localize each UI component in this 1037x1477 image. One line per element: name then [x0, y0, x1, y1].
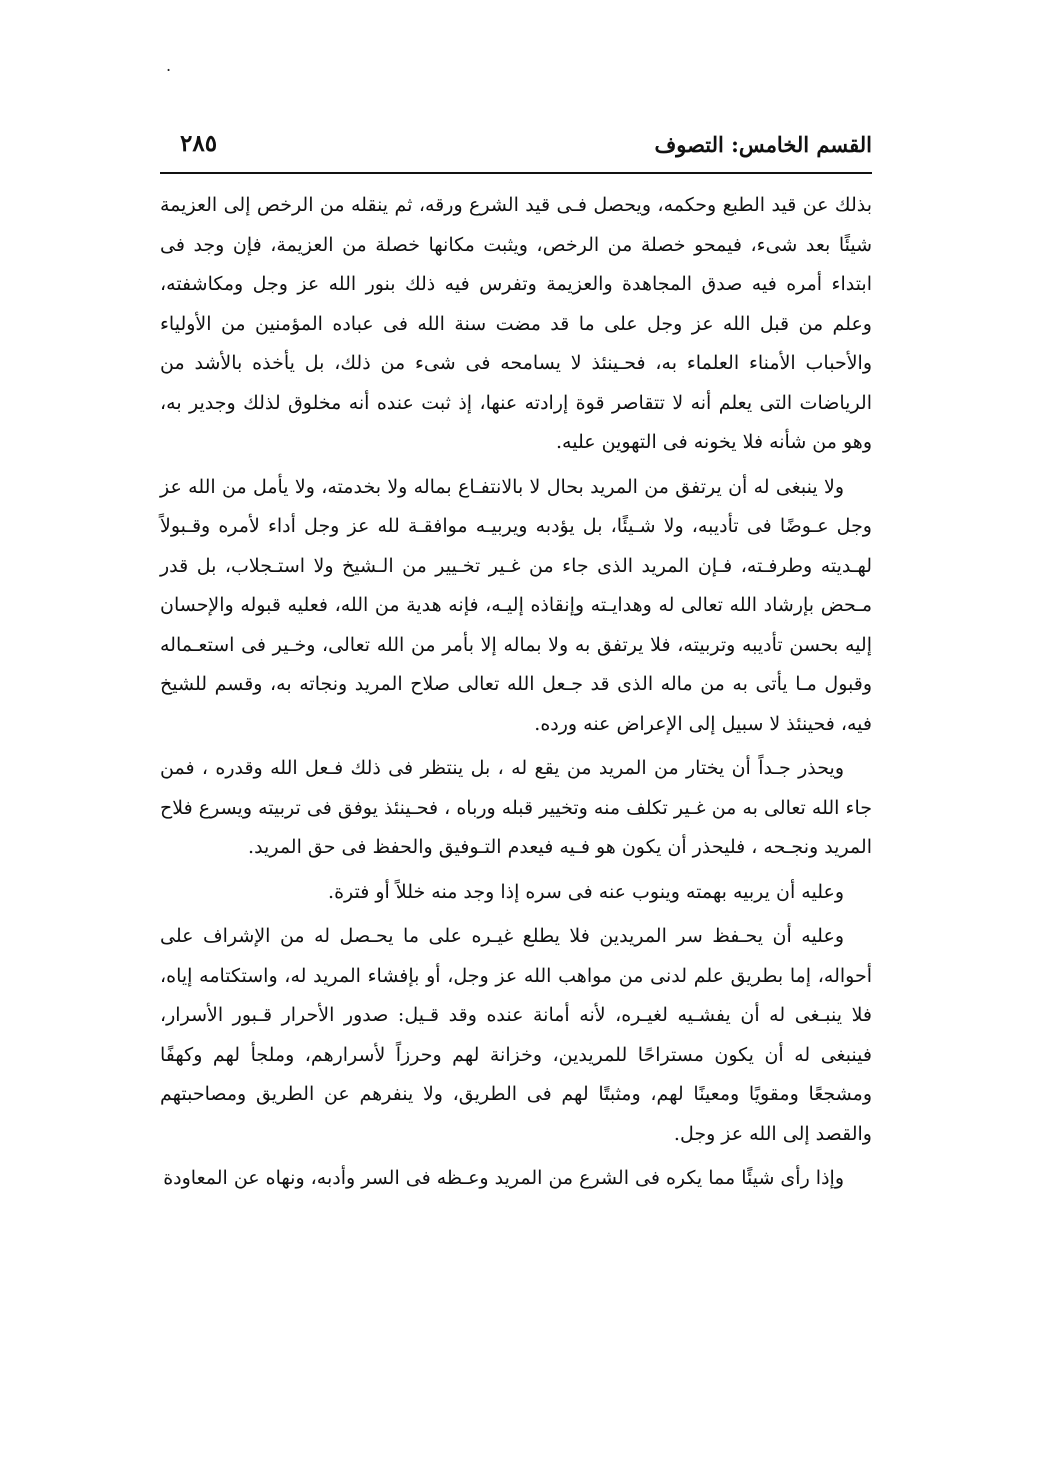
running-header	[160, 126, 872, 174]
paragraph-1: بذلك عن قيد الطبع وحكمه، ويحصل فـى قيد الشرع ورقه، ثم ينقله من الرخص إلى العزيمة شيئًا بعد شىء، فيمحو خصلة من الرخص، ويثبت مكانها خصلة من العزيمة، فإن وجد فى ابتداء أمره فيه صدق المجاهدة والعزيمة وتفرس فيه ذلك بنور الله عز وجل ومكاشفته، وعلم من قبل الله عز وجل على ما قد مضت سنة الله فى عباده المؤمنين من الأولياء والأحباب الأمناء العلماء به، فحـينئذ لا يسامحه فى شىء من ذلك، بل يأخذه بالأشد من الرياضات التى يعلم أنه لا تتقاصر قوة إرادته عنها، إذ ثبت عنده أنه مخلوق لذلك وجدير به، وهو من شأنه فلا يخونه فى التهوين عليه.	[160, 194, 872, 453]
paragraph-2: ولا ينبغى له أن يرتفق من المريد بحال لا بالانتفـاع بماله ولا بخدمته، ولا يأمل من الله عز وجل عـوضًا فى تأديبه، ولا شـيئًا، بل يؤدبه ويربيـه موافقـة لله عز وجل أداء لأمره وقـبولاً لهـديته وطرفـته، فـإن المريد الذى جاء من غـير تخـيير من الـشيخ ولا استـجلاب، بل قدر مـحض بإرشاد الله تعالى له وهدايـته وإنقاذه إليـه، فإنه هدية من الله، فعليه قبوله والإحسان إليه بحسن تأديبه وتربيته، فلا يرتفق به ولا بماله إلا بأمر من الله تعالى، وخـير فى استعـماله وقبول مـا يأتى به من ماله الذى قد جـعل الله تعالى صلاح المريد ونجاته به، وقسم للشيخ فيه، فحينئذ لا سبيل إلى الإعراض عنه ورده.	[160, 475, 872, 735]
paragraph-5: وعليه أن يحـفظ سر المريدين فلا يطلع غيـره على ما يحـصل له من الإشراف على أحواله، إما بطريق علم لدنى من مواهب الله عز وجل، أو بإفشاء المريد له، واستكتامه إياه، فلا ينبـغى له أن يفشـيه لغيـره، لأنه أمانة عنده وقد قـيل: صدور الأحرار قـبور الأسرار، فينبغى له أن يكون مستراحًا للمريدين، وخزانة لهم وحرزاً لأسرارهم، وملجأ لهم وكهفًا ومشجعًا ومقويًا ومعينًا لهم، ومثبتًا لهم فى الطريق، ولا ينفرهم عن الطريق ومصاحبتهم والقصد إلى الله عز وجل.	[160, 925, 872, 1145]
page-number: ٢٨٥	[180, 130, 218, 157]
section-title: القسم الخامس: التصوف	[654, 132, 872, 157]
stray-mark: .	[166, 56, 172, 75]
paragraph-3: ويحذر جـداً أن يختار من المريد من يقع له ، بل ينتظر فى ذلك فـعل الله وقدره ، فمن جاء الله تعالى به من غـير تكلف منه وتخيير قبله ورباه ، فحـينئذ يوفق فى تربيته ويسرع فلاح المريد ونجـحه ، فليحذر أن يكون هو فـيه فيعدم التـوفيق والحفظ فى حق المريد.	[160, 757, 872, 858]
paragraph-6: وإذا رأى شيئًا مما يكره فى الشرع من المريد وعـظه فى السر وأدبه، ونهاه عن المعاودة	[163, 1167, 844, 1189]
body-text	[160, 186, 872, 1204]
paragraph-4: وعليه أن يربيه بهمته وينوب عنه فى سره إذا وجد منه خللاً أو فترة.	[328, 880, 844, 903]
